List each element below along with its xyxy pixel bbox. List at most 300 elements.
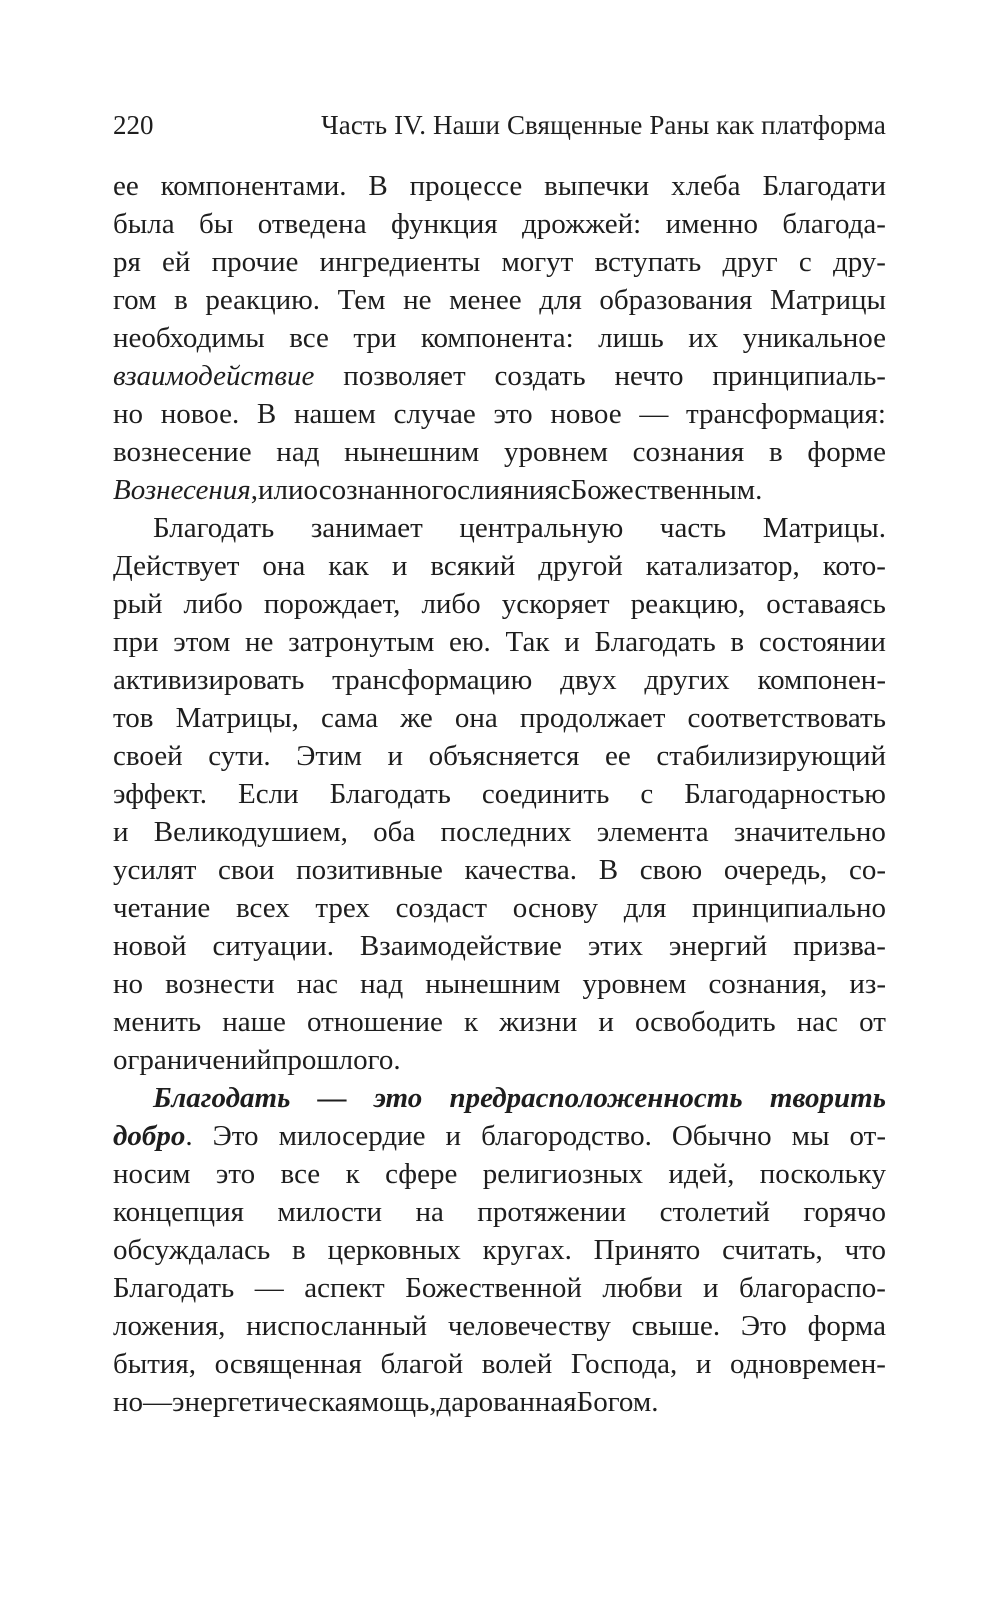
text-fragment: в (292, 1234, 306, 1266)
word (730, 623, 744, 661)
text-fragment: лишь (598, 322, 664, 354)
text-fragment: вознесение (113, 436, 252, 468)
text-fragment: ею. (449, 626, 491, 658)
word (671, 167, 740, 205)
word (823, 547, 886, 585)
text-fragment: всякий (430, 550, 516, 582)
text-fragment: ограничений (113, 1044, 272, 1076)
text-fragment: при (113, 626, 159, 658)
body-text (113, 167, 886, 1421)
word (272, 1041, 401, 1079)
text-fragment: милости (277, 1196, 383, 1228)
word (344, 433, 479, 471)
word (483, 1155, 643, 1193)
text-fragment: что (844, 1234, 886, 1266)
text-fragment: уровнем (504, 436, 608, 468)
text-fragment: из- (849, 968, 886, 1000)
text-fragment: случае (393, 398, 476, 430)
word (669, 927, 767, 965)
text-fragment: и (113, 816, 129, 848)
word (304, 471, 458, 509)
text-fragment: ниспосланный (246, 1310, 428, 1342)
word (833, 243, 886, 281)
word (477, 1193, 626, 1231)
word (499, 1003, 577, 1041)
text-fragment: Тем (337, 284, 386, 316)
text-fragment: усилят (113, 854, 197, 886)
word (113, 737, 183, 775)
word (311, 509, 423, 547)
text-fragment: Великодушием, (153, 816, 348, 848)
text-fragment: катализатор, (645, 550, 800, 582)
text-fragment: дрожжей: (522, 208, 642, 240)
text-fragment: Действует (113, 550, 240, 582)
text-fragment: могут (501, 246, 574, 278)
word (258, 471, 304, 509)
word (501, 243, 573, 281)
text-line (113, 1307, 886, 1345)
text-fragment: затронутым (288, 626, 435, 658)
word (321, 699, 378, 737)
word (113, 167, 139, 205)
text-fragment: Обычно (671, 1120, 772, 1152)
word (808, 1307, 886, 1345)
word (161, 167, 347, 205)
text-fragment: носим (113, 1158, 191, 1190)
text-fragment: считать, (722, 1234, 823, 1266)
text-fragment: Благодать (153, 512, 275, 544)
word (320, 243, 481, 281)
emphasized-text: творить (769, 1082, 886, 1114)
word (113, 623, 159, 661)
text-fragment: Благодарностью (684, 778, 886, 810)
text-fragment: либо (421, 588, 481, 620)
word (482, 775, 609, 813)
text-fragment: концепция (113, 1196, 244, 1228)
word (236, 889, 290, 927)
text-fragment: своей (113, 740, 183, 772)
text-fragment: создаст (395, 892, 488, 924)
word (403, 281, 431, 319)
word (374, 1079, 422, 1117)
word (153, 509, 274, 547)
word (394, 395, 476, 433)
text-fragment: последних (440, 816, 572, 848)
word (113, 965, 143, 1003)
text-fragment: Матрицы (770, 284, 886, 316)
text-fragment: и (391, 550, 408, 582)
text-line (113, 699, 886, 737)
word (859, 1003, 886, 1041)
text-fragment: объясняется (428, 740, 580, 772)
text-fragment: Благодати (762, 170, 886, 202)
word (455, 699, 498, 737)
text-fragment: религиозных (482, 1158, 643, 1190)
text-fragment: состоянии (758, 626, 886, 658)
word (113, 813, 129, 851)
word (391, 205, 498, 243)
word (113, 1231, 270, 1269)
text-fragment: и (445, 1120, 462, 1152)
word (739, 1269, 886, 1307)
text-fragment: тов (113, 702, 154, 734)
word (277, 1193, 382, 1231)
word (493, 395, 532, 433)
word (388, 737, 404, 775)
word (724, 851, 827, 889)
text-fragment: трансформацию (332, 664, 533, 696)
text-fragment: элемента (596, 816, 709, 848)
text-fragment: от (859, 1006, 886, 1038)
word (246, 1307, 427, 1345)
word (143, 1383, 172, 1421)
text-fragment: хлеба (671, 170, 741, 202)
word (560, 661, 616, 699)
word (441, 813, 572, 851)
text-fragment: благода- (782, 208, 886, 240)
word (597, 813, 709, 851)
word (208, 737, 270, 775)
word (850, 1117, 886, 1155)
text-fragment: Божественной (405, 1272, 582, 1304)
word (338, 281, 386, 319)
word (215, 1345, 362, 1383)
word (633, 433, 745, 471)
text-line (113, 775, 886, 813)
word (288, 623, 434, 661)
word (400, 699, 433, 737)
text-fragment: сознания (632, 436, 745, 468)
word (660, 1193, 770, 1231)
word (360, 965, 403, 1003)
word (429, 737, 580, 775)
text-line (113, 509, 886, 547)
text-fragment: обсуждалась (113, 1234, 271, 1266)
word (495, 357, 586, 395)
word (328, 1231, 461, 1269)
text-fragment: активизировать (113, 664, 305, 696)
text-fragment: Принято (593, 1234, 701, 1266)
text-fragment: и (702, 1272, 719, 1304)
text-fragment: сама (320, 702, 379, 734)
text-fragment: свыше. (631, 1310, 721, 1342)
text-fragment: Матрицы. (762, 512, 886, 544)
word (381, 1345, 464, 1383)
word (385, 1155, 457, 1193)
text-line (113, 585, 886, 623)
word (763, 509, 886, 547)
text-fragment: , (250, 474, 258, 506)
text-fragment: ря (113, 246, 141, 278)
word (113, 775, 207, 813)
word (304, 1269, 385, 1307)
text-fragment: со- (848, 854, 886, 886)
word (216, 1155, 255, 1193)
word (696, 1345, 712, 1383)
text-fragment: волей (481, 1348, 553, 1380)
text-fragment: не (245, 626, 274, 658)
word (631, 585, 746, 623)
word (415, 1193, 443, 1231)
text-fragment: значительно (733, 816, 886, 848)
text-fragment: нас (796, 1006, 838, 1038)
word (672, 1117, 772, 1155)
word (482, 1345, 552, 1383)
word (113, 281, 156, 319)
word (614, 357, 683, 395)
text-fragment: же (400, 702, 433, 734)
text-fragment: прочие (211, 246, 299, 278)
word (113, 927, 187, 965)
text-fragment: освободить (634, 1006, 776, 1038)
word (113, 1383, 143, 1421)
word (307, 1003, 443, 1041)
word (113, 1003, 201, 1041)
text-line (113, 1193, 886, 1231)
word (154, 813, 348, 851)
word (708, 965, 827, 1003)
word (588, 927, 643, 965)
text-fragment: но (113, 1386, 144, 1418)
text-fragment: Если (238, 778, 299, 810)
text-fragment: ее (113, 170, 139, 202)
text-fragment: аспект (304, 1272, 385, 1304)
text-fragment: и (564, 626, 580, 658)
text-line (113, 319, 886, 357)
word (684, 775, 886, 813)
text-fragment: от- (849, 1120, 886, 1152)
word (564, 623, 580, 661)
text-fragment: с (557, 474, 571, 506)
emphasized-text: Вознесения (113, 474, 251, 506)
page-number: 220 (113, 110, 154, 140)
word (513, 889, 598, 927)
word (849, 851, 886, 889)
word (113, 1345, 196, 1383)
text-line (113, 927, 886, 965)
word (605, 737, 631, 775)
word (599, 281, 752, 319)
text-fragment: ингредиенты (319, 246, 481, 278)
word (668, 1155, 734, 1193)
word (113, 433, 252, 471)
text-fragment: над (276, 436, 320, 468)
word (792, 1117, 830, 1155)
text-line (113, 737, 886, 775)
text-fragment: осознанного (303, 474, 458, 506)
word (520, 699, 665, 737)
word (255, 1269, 284, 1307)
word (640, 851, 703, 889)
word (730, 1345, 886, 1383)
word (464, 1003, 478, 1041)
word (212, 927, 333, 965)
text-fragment: функция (391, 208, 498, 240)
text-line (113, 281, 886, 319)
word (688, 699, 886, 737)
text-fragment: эффект. (113, 778, 208, 810)
text-fragment: с (798, 246, 812, 278)
text-fragment: ее (604, 740, 631, 772)
text-fragment: три (353, 322, 397, 354)
text-fragment: отведена (257, 208, 367, 240)
text-line (113, 813, 886, 851)
text-fragment: трех (315, 892, 370, 924)
text-fragment: принципиально (691, 892, 886, 924)
text-fragment: — (254, 1272, 284, 1304)
text-fragment: Это (212, 1120, 259, 1152)
text-fragment: сознания, (708, 968, 828, 1000)
word (686, 395, 886, 433)
text-fragment: горячо (803, 1196, 886, 1228)
text-fragment: уникальное (742, 322, 886, 354)
text-fragment: этих (587, 930, 643, 962)
text-line (113, 205, 886, 243)
emphasized-text: — (317, 1082, 347, 1114)
word (437, 1383, 577, 1421)
text-fragment: новое (550, 398, 622, 430)
word (212, 243, 299, 281)
word (361, 1383, 437, 1421)
text-fragment: Этим (296, 740, 362, 772)
word (213, 1117, 259, 1155)
word (558, 471, 571, 509)
text-fragment: вознести (165, 968, 275, 1000)
text-fragment: протяжении (477, 1196, 627, 1228)
text-fragment: позитивные (296, 854, 443, 886)
word (849, 965, 886, 1003)
text-fragment: ей (162, 246, 191, 278)
page-header (113, 100, 886, 150)
text-fragment: основу (512, 892, 599, 924)
word (446, 1117, 462, 1155)
word (113, 471, 258, 509)
text-fragment: сфере (385, 1158, 458, 1190)
text-fragment: всех (235, 892, 290, 924)
text-line (113, 889, 886, 927)
text-fragment: Господа, (570, 1348, 678, 1380)
text-fragment: Взаимодействие (359, 930, 562, 962)
text-line (113, 357, 886, 395)
word (762, 167, 886, 205)
text-fragment: порождает, (263, 588, 401, 620)
text-fragment: форма (807, 1310, 886, 1342)
word (506, 623, 550, 661)
text-fragment: очередь, (723, 854, 828, 886)
word (318, 1079, 347, 1117)
word (449, 281, 522, 319)
text-line (113, 661, 886, 699)
text-fragment: это (493, 398, 533, 430)
text-fragment: форме (807, 436, 886, 468)
text-fragment: оба (373, 816, 416, 848)
word (113, 357, 314, 395)
word (113, 1155, 190, 1193)
text-fragment: В (368, 170, 388, 202)
text-fragment: Благодать (594, 626, 716, 658)
emphasized-text: предрасположенность (449, 1082, 743, 1114)
text-fragment: в (730, 626, 745, 658)
word (113, 1307, 225, 1345)
running-title: Часть IV. Наши Священные Раны как платформа (321, 110, 886, 140)
text-line (113, 623, 886, 661)
text-fragment: свои (218, 854, 275, 886)
text-fragment: идей, (668, 1158, 735, 1190)
word (799, 243, 812, 281)
word (660, 509, 726, 547)
text-fragment: мы (791, 1120, 830, 1152)
word (502, 585, 610, 623)
word (448, 1307, 611, 1345)
text-fragment: Благодать (113, 1272, 235, 1304)
word (845, 1231, 886, 1269)
word (598, 1003, 614, 1041)
text-fragment: выпечки (544, 170, 650, 202)
word (770, 281, 886, 319)
word (425, 965, 560, 1003)
text-fragment: продолжает (519, 702, 666, 734)
word (172, 1383, 361, 1421)
text-fragment: все (280, 1158, 321, 1190)
text-fragment: новое. (160, 398, 240, 430)
emphasized-text: добро (113, 1120, 186, 1152)
word (430, 547, 515, 585)
text-line (113, 1003, 886, 1041)
word (522, 205, 641, 243)
word (113, 1193, 244, 1231)
word (803, 1193, 886, 1231)
text-fragment: других (644, 664, 730, 696)
word (760, 1155, 886, 1193)
text-fragment: на (415, 1196, 444, 1228)
word (257, 395, 276, 433)
text-fragment: четание (113, 892, 211, 924)
text-fragment: соединить (481, 778, 610, 810)
text-fragment: к (345, 1158, 360, 1190)
emphasized-text: это (373, 1082, 423, 1114)
text-fragment: освященная (214, 1348, 362, 1380)
text-line (113, 1345, 886, 1383)
text-line (113, 471, 886, 509)
text-fragment: энергий (668, 930, 768, 962)
word (281, 1155, 321, 1193)
word (734, 813, 886, 851)
word (353, 319, 396, 357)
text-fragment: — (143, 1386, 173, 1418)
text-fragment: кото- (822, 550, 886, 582)
text-fragment: бы (199, 208, 234, 240)
text-fragment: уровнем (582, 968, 687, 1000)
word (544, 167, 649, 205)
word (594, 623, 715, 661)
word (594, 1231, 701, 1269)
emphasized-text: взаимодействие (113, 360, 315, 392)
word (276, 433, 319, 471)
word (797, 1003, 838, 1041)
text-fragment: поскольку (759, 1158, 886, 1190)
text-fragment: другой (538, 550, 623, 582)
text-fragment: ускоряет (501, 588, 610, 620)
text-fragment: кругах. (482, 1234, 572, 1266)
text-fragment: к (463, 1006, 479, 1038)
text-line (113, 433, 886, 471)
word (766, 585, 886, 623)
text-fragment: В (256, 398, 277, 430)
word (639, 395, 668, 433)
word (113, 585, 163, 623)
word (113, 1117, 193, 1155)
text-fragment: часть (659, 512, 727, 544)
